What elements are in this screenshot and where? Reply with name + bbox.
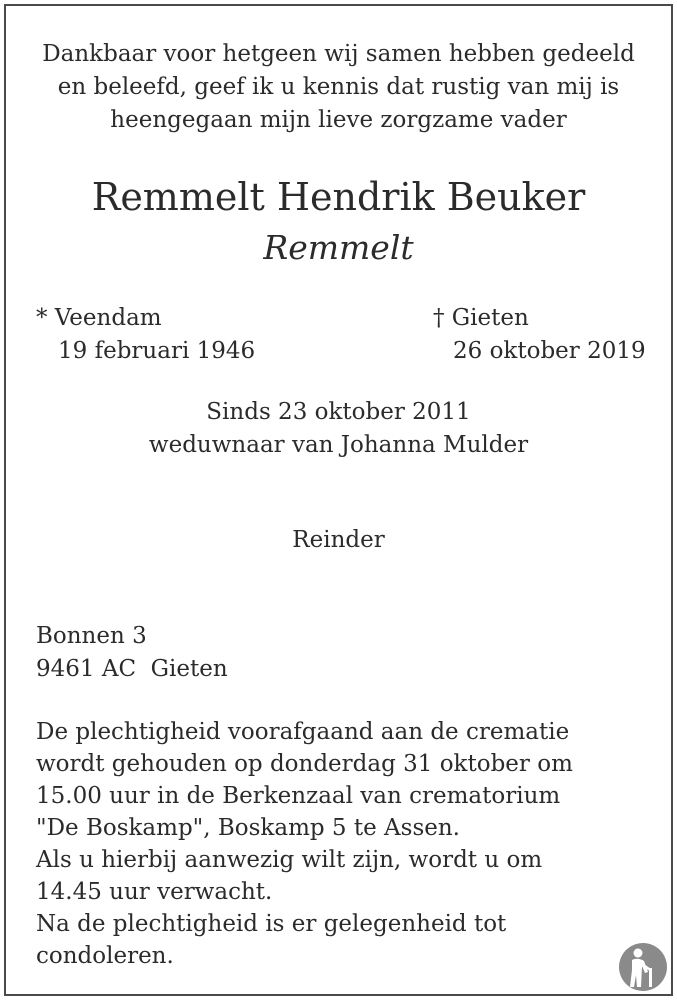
- ceremony-line: De plechtigheid voorafgaand aan de crematie: [36, 719, 570, 745]
- deceased-full-name: Remmelt Hendrik Beuker: [91, 175, 586, 219]
- death-date: 26 oktober 2019: [453, 338, 646, 364]
- birth-date: 19 februari 1946: [58, 338, 256, 364]
- death-info: [433, 302, 646, 368]
- widower-since: Sinds 23 oktober 2011: [206, 399, 471, 425]
- ceremony-line: wordt gehouden op donderdag 31 oktober om: [36, 751, 573, 777]
- intro-line: heengegaan mijn lieve zorgzame vader: [110, 107, 567, 133]
- birth-info: [36, 302, 255, 368]
- deceased-nickname: Remmelt: [263, 228, 414, 267]
- widower-of: weduwnaar van Johanna Mulder: [148, 432, 529, 458]
- ceremony-line: Na de plechtigheid is er gelegenheid tot: [36, 911, 507, 937]
- correspondence-address: [36, 620, 228, 686]
- ceremony-line: 14.45 uur verwacht.: [36, 879, 273, 905]
- death-place: † Gieten: [433, 305, 529, 331]
- ceremony-line: Als u hierbij aanwezig wilt zijn, wordt u om: [36, 847, 543, 873]
- ceremony-line: condoleren.: [36, 943, 174, 969]
- address-street: Bonnen 3: [36, 623, 147, 649]
- family-signer: Reinder: [292, 527, 385, 553]
- ceremony-line: 15.00 uur in de Berkenzaal van crematorium: [36, 783, 561, 809]
- ceremony-line: "De Boskamp", Boskamp 5 te Assen.: [36, 815, 460, 841]
- ceremony-details: [36, 716, 636, 972]
- memorial-figure-icon: [618, 942, 668, 992]
- intro-line: en beleefd, geef ik u kennis dat rustig van mij is: [57, 74, 620, 100]
- address-city: 9461 AC Gieten: [36, 656, 228, 682]
- widower-info: [6, 396, 671, 462]
- birth-place: * Veendam: [36, 305, 162, 331]
- intro-text: [6, 38, 671, 137]
- intro-line: Dankbaar voor hetgeen wij samen hebben gedeeld: [42, 41, 635, 67]
- obituary-card: [4, 4, 673, 996]
